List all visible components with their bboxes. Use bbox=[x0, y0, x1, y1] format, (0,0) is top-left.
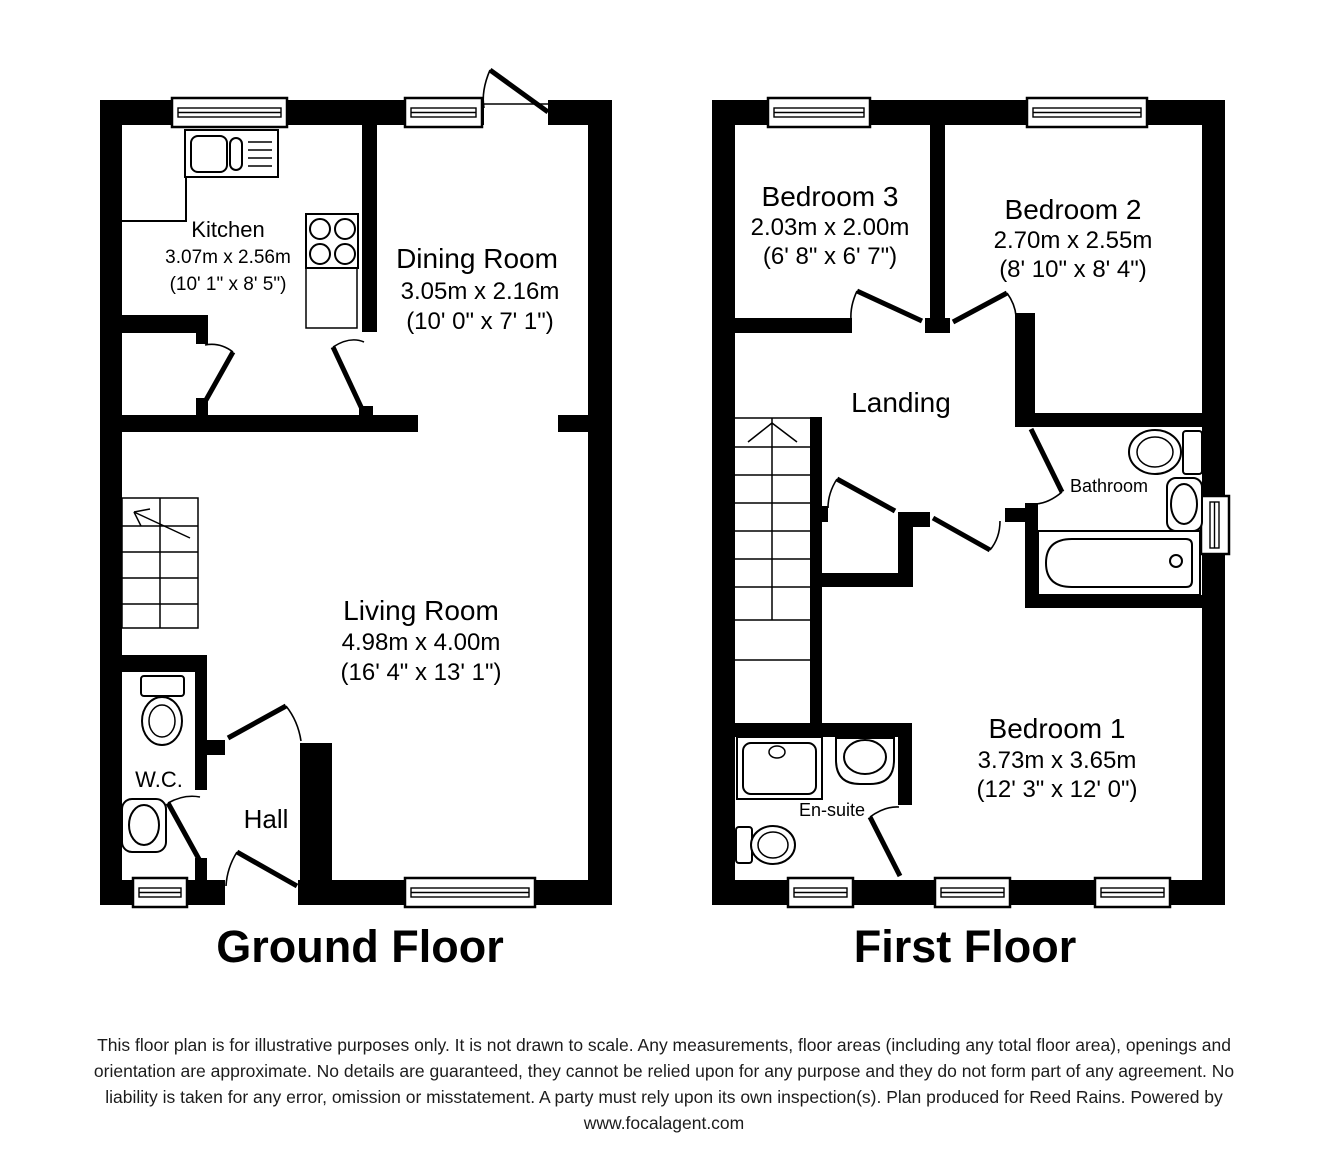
room-dim-kitchen-imperial: (10' 1" x 8' 5") bbox=[169, 274, 287, 295]
sink-icon bbox=[836, 738, 894, 784]
window bbox=[405, 878, 535, 907]
room-label-bedroom2: Bedroom 2 bbox=[1004, 194, 1142, 225]
disclaimer-text bbox=[0, 1032, 1328, 1136]
wall-segment bbox=[735, 318, 852, 333]
door-swing bbox=[828, 479, 895, 511]
room-label-hall: Hall bbox=[243, 804, 289, 834]
first-floor-plan bbox=[712, 98, 1229, 972]
window bbox=[935, 878, 1010, 907]
window bbox=[1027, 98, 1147, 127]
wall-segment bbox=[1005, 508, 1025, 522]
disclaimer-line: www.focalagent.com bbox=[583, 1113, 745, 1133]
disclaimer-line: This floor plan is for illustrative purposes only. It is not drawn to scale. Any measurements, floor areas (including any total floor area), openings and bbox=[97, 1035, 1231, 1055]
toilet-icon bbox=[141, 676, 184, 745]
room-label-dining: Dining Room bbox=[396, 243, 558, 274]
wall-segment bbox=[100, 100, 122, 905]
wall-segment bbox=[1015, 313, 1035, 427]
door-swing bbox=[870, 807, 900, 876]
wall-segment bbox=[588, 100, 612, 905]
wall-segment bbox=[362, 125, 377, 332]
toilet-icon bbox=[1129, 430, 1202, 474]
room-label-ensuite: En-suite bbox=[798, 800, 866, 820]
room-dim-bedroom2-metric: 2.70m x 2.55m bbox=[993, 227, 1153, 254]
ground-floor-plan bbox=[100, 70, 612, 972]
door-swing bbox=[228, 706, 301, 741]
wall-segment bbox=[122, 315, 208, 333]
window bbox=[172, 98, 287, 127]
window bbox=[1201, 496, 1229, 554]
room-dim-bedroom3-metric: 2.03m x 2.00m bbox=[750, 214, 910, 241]
room-dim-bedroom1-imperial: (12' 3" x 12' 0") bbox=[976, 776, 1138, 803]
door-opening bbox=[225, 880, 298, 905]
wall-segment bbox=[196, 333, 208, 344]
wall-segment bbox=[735, 723, 910, 737]
sink-icon bbox=[122, 799, 166, 852]
wall-segment bbox=[898, 723, 912, 805]
door-swing bbox=[953, 293, 1016, 322]
wall-segment bbox=[925, 318, 950, 333]
bath-icon bbox=[1038, 531, 1200, 595]
disclaimer-line: liability is taken for any error, omission or misstatement. A party must rely upon its own inspection(s). Plan produced for Reed Rains. Powered by bbox=[105, 1087, 1223, 1107]
door-swing bbox=[933, 518, 1000, 550]
ground-floor-title: Ground Floor bbox=[216, 921, 504, 972]
window bbox=[1095, 878, 1170, 907]
room-dim-bedroom1-metric: 3.73m x 3.65m bbox=[977, 747, 1137, 774]
wall-segment bbox=[712, 100, 735, 905]
hob-icon bbox=[306, 214, 358, 268]
wall-segment bbox=[810, 506, 828, 522]
room-label-wc: W.C. bbox=[135, 767, 183, 792]
door-swing bbox=[851, 291, 922, 321]
disclaimer-line: orientation are approximate. No details are guaranteed, they cannot be relied upon for any purpose and they do not form part of any agreement. No bbox=[93, 1061, 1235, 1081]
wall-segment bbox=[822, 573, 913, 587]
wall-segment bbox=[122, 415, 418, 432]
stairs-icon bbox=[122, 498, 198, 628]
window bbox=[405, 98, 482, 127]
wall-segment bbox=[195, 655, 207, 790]
wall-segment bbox=[122, 655, 207, 672]
wall-segment bbox=[300, 743, 332, 880]
wall-segment bbox=[195, 858, 207, 880]
room-dim-bedroom3-imperial: (6' 8" x 6' 7") bbox=[762, 243, 898, 270]
door-swing bbox=[333, 340, 364, 409]
first-floor-title: First Floor bbox=[853, 921, 1077, 972]
room-label-bedroom1: Bedroom 1 bbox=[988, 713, 1126, 744]
wall-segment bbox=[1025, 503, 1038, 608]
shower-icon bbox=[737, 737, 822, 799]
wall-segment bbox=[1025, 595, 1202, 608]
room-dim-dining-metric: 3.05m x 2.16m bbox=[400, 278, 560, 305]
room-label-landing: Landing bbox=[851, 387, 951, 418]
room-dim-living-imperial: (16' 4" x 13' 1") bbox=[340, 659, 502, 686]
wall-segment bbox=[1035, 413, 1202, 427]
wall-segment bbox=[558, 415, 588, 432]
sink-icon bbox=[1167, 478, 1202, 531]
room-label-bathroom: Bathroom bbox=[1069, 476, 1149, 496]
stairs-icon bbox=[735, 418, 810, 660]
wall-segment bbox=[207, 740, 225, 755]
wall-segment bbox=[930, 125, 945, 332]
window bbox=[788, 878, 853, 907]
room-label-kitchen: Kitchen bbox=[191, 217, 265, 242]
room-dim-dining-imperial: (10' 0" x 7' 1") bbox=[406, 308, 554, 335]
toilet-icon bbox=[736, 826, 795, 864]
door-swing bbox=[1031, 429, 1062, 504]
window bbox=[768, 98, 870, 127]
room-label-living: Living Room bbox=[343, 595, 499, 626]
door-swing bbox=[168, 796, 200, 861]
window bbox=[133, 878, 187, 907]
room-dim-living-metric: 4.98m x 4.00m bbox=[341, 629, 501, 656]
room-dim-kitchen-metric: 3.07m x 2.56m bbox=[165, 247, 291, 268]
room-dim-bedroom2-imperial: (8' 10" x 8' 4") bbox=[999, 256, 1147, 283]
room-label-bedroom3: Bedroom 3 bbox=[761, 181, 899, 212]
wall-segment bbox=[810, 417, 822, 723]
kitchen-sink-icon bbox=[185, 130, 278, 177]
door-swing bbox=[205, 344, 233, 400]
